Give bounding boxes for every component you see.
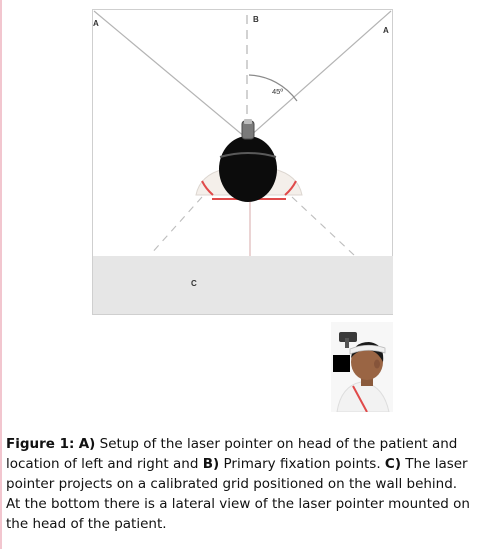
photo-laser-mount	[345, 338, 349, 348]
caption-part-a-text: Setup of the laser pointer on head of the patient and location of left and right and	[6, 436, 458, 472]
figure-caption	[6, 434, 472, 534]
lateral-view-photo	[331, 322, 393, 412]
label-b: B	[253, 15, 259, 24]
caption-part-a-label: A)	[78, 436, 96, 452]
caption-part-b-text: Primary fixation points.	[223, 456, 381, 472]
wall-strip	[93, 256, 393, 314]
caption-figure-label: Figure 1:	[6, 436, 75, 452]
caption-part-b-label: B)	[202, 456, 220, 472]
label-a-left: A	[93, 19, 99, 28]
label-a-right: A	[383, 26, 389, 35]
photo-ear	[374, 360, 380, 369]
label-c: C	[191, 279, 197, 288]
lateral-view-svg	[331, 322, 393, 412]
patient-head-top	[219, 136, 277, 202]
setup-diagram-svg	[92, 9, 394, 315]
label-angle: 45º	[272, 87, 284, 96]
caption-part-c-text: The laser pointer projects on a calibrated grid positioned on the wall behind. At the bottom there is a lateral view of the laser pointer mounted on the head of the patient.	[6, 456, 470, 532]
setup-diagram	[92, 9, 394, 315]
left-page-rule	[0, 0, 2, 549]
photo-face-mask	[333, 355, 350, 372]
caption-part-c-label: C)	[384, 456, 401, 472]
laser-pointer-tip	[244, 119, 252, 124]
